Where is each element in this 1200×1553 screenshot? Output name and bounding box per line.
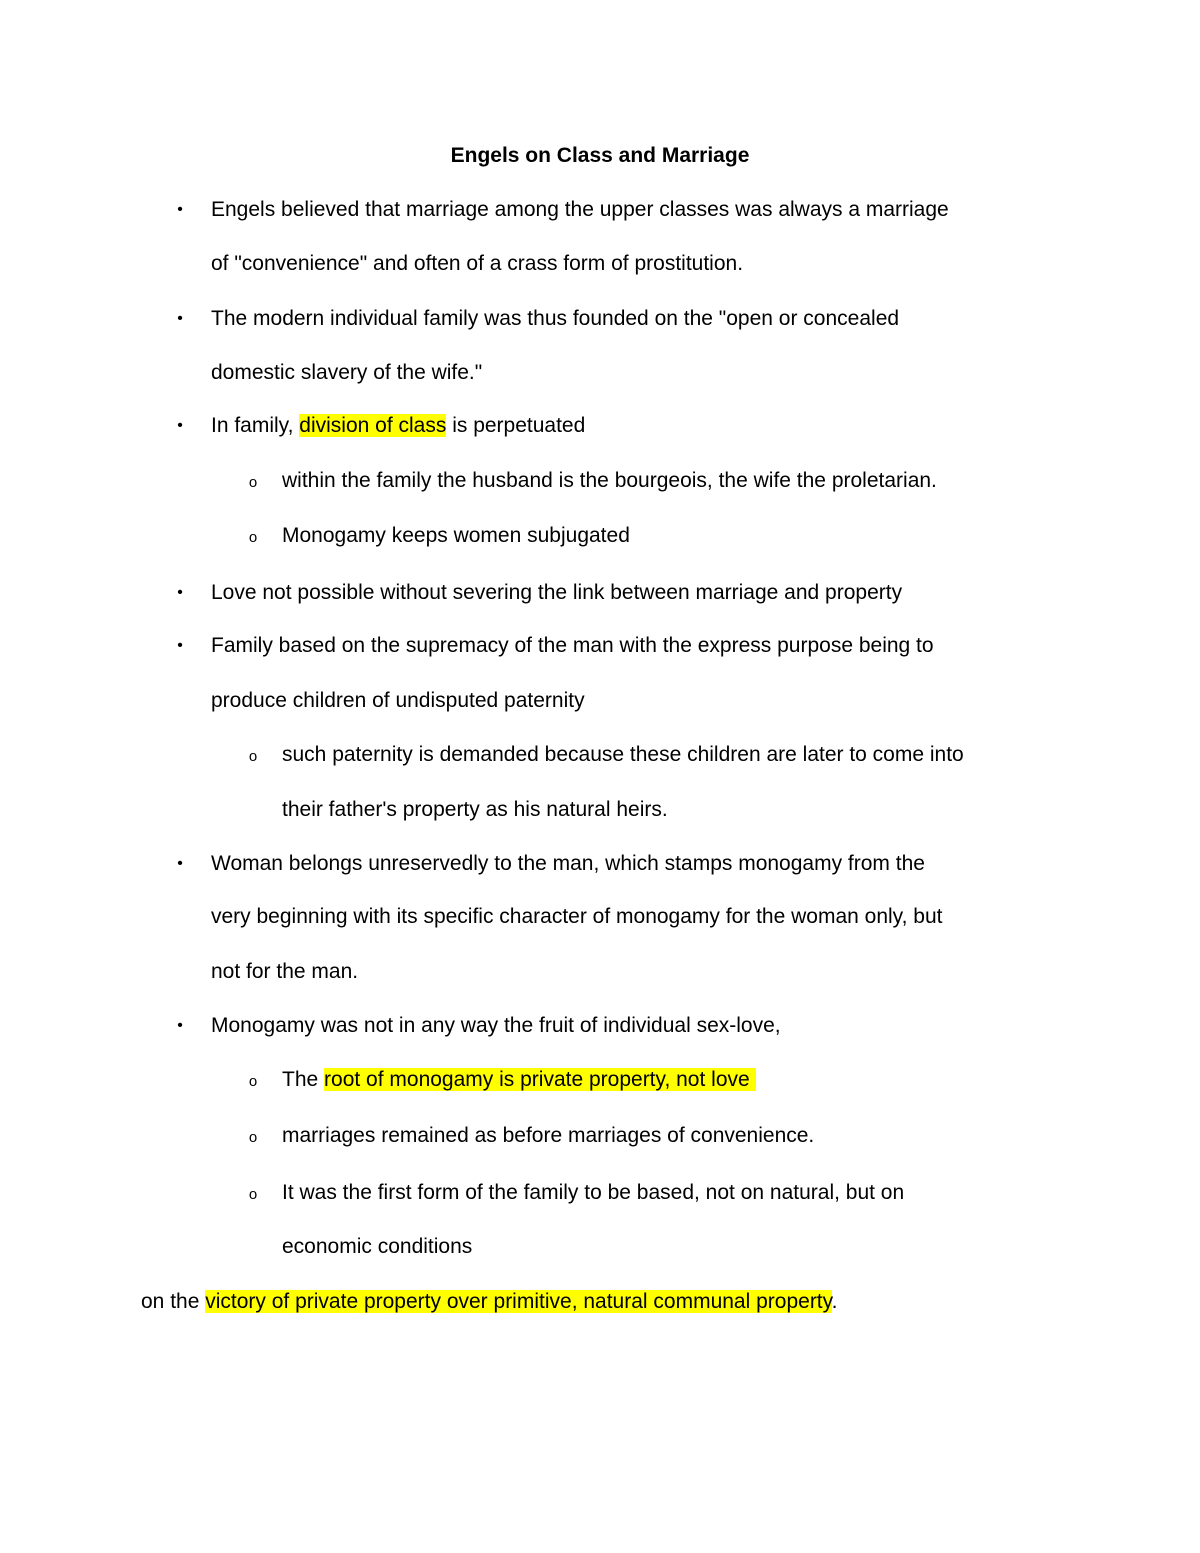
bullet-1-line-1: Engels believed that marriage among the upper classes was always a marriage [211, 198, 949, 221]
closing-line [141, 1287, 837, 1317]
highlight-victory-of-private-property: victory of private property over primitive, natural communal property [205, 1290, 832, 1313]
bullet-icon: • [177, 1017, 183, 1034]
bullet-5-sub-1-line-2: their father's property as his natural heirs. [282, 798, 668, 821]
bullet-3-text-pre: In family, [211, 414, 300, 437]
closing-text-pre: on the [141, 1290, 206, 1313]
sub-bullet-icon: o [248, 748, 258, 765]
sub-bullet-icon: o [248, 1073, 258, 1090]
bullet-icon: • [177, 584, 183, 601]
page-title: Engels on Class and Marriage [450, 144, 750, 167]
bullet-3-sub-1: within the family the husband is the bourgeois, the wife the proletarian. [282, 469, 937, 492]
bullet-7-sub-1-text-pre: The [282, 1068, 325, 1091]
sub-bullet-icon: o [248, 474, 258, 491]
bullet-5-sub-1-line-1: such paternity is demanded because these children are later to come into [282, 743, 964, 766]
closing-text-post: . [831, 1290, 838, 1313]
bullet-5-line-1: Family based on the supremacy of the man with the express purpose being to [211, 634, 934, 657]
bullet-6-line-3: not for the man. [211, 960, 359, 983]
bullet-1-line-2: of "convenience" and often of a crass form of prostitution. [211, 252, 744, 275]
bullet-6-line-1: Woman belongs unreservedly to the man, which stamps monogamy from the [211, 852, 925, 875]
bullet-2-line-1: The modern individual family was thus founded on the "open or concealed [211, 307, 900, 330]
sub-bullet-icon: o [248, 529, 258, 546]
bullet-3-sub-2: Monogamy keeps women subjugated [282, 524, 630, 547]
bullet-icon: • [177, 201, 183, 218]
bullet-7-sub-2: marriages remained as before marriages of convenience. [282, 1124, 815, 1147]
bullet-icon: • [177, 855, 183, 872]
bullet-6-line-2: very beginning with its specific character of monogamy for the woman only, but [211, 905, 943, 928]
bullet-5-line-2: produce children of undisputed paternity [211, 689, 585, 712]
bullet-icon: • [177, 310, 183, 327]
bullet-7-line-1: Monogamy was not in any way the fruit of individual sex-love, [211, 1014, 781, 1037]
highlight-root-of-monogamy: root of monogamy is private property, not love [324, 1068, 756, 1091]
bullet-3-text-post: is perpetuated [446, 414, 586, 437]
sub-bullet-icon: o [248, 1129, 258, 1146]
highlight-division-of-class: division of class [299, 414, 447, 437]
sub-bullet-icon: o [248, 1186, 258, 1203]
bullet-2-line-2: domestic slavery of the wife." [211, 361, 483, 384]
bullet-4-line-1: Love not possible without severing the link between marriage and property [211, 581, 903, 604]
bullet-7-sub-1 [282, 1065, 756, 1095]
bullet-icon: • [177, 637, 183, 654]
bullet-icon: • [177, 417, 183, 434]
bullet-7-sub-3-line-2: economic conditions [282, 1235, 473, 1258]
bullet-3-line-1 [211, 411, 585, 441]
bullet-7-sub-3-line-1: It was the first form of the family to be based, not on natural, but on [282, 1181, 905, 1204]
